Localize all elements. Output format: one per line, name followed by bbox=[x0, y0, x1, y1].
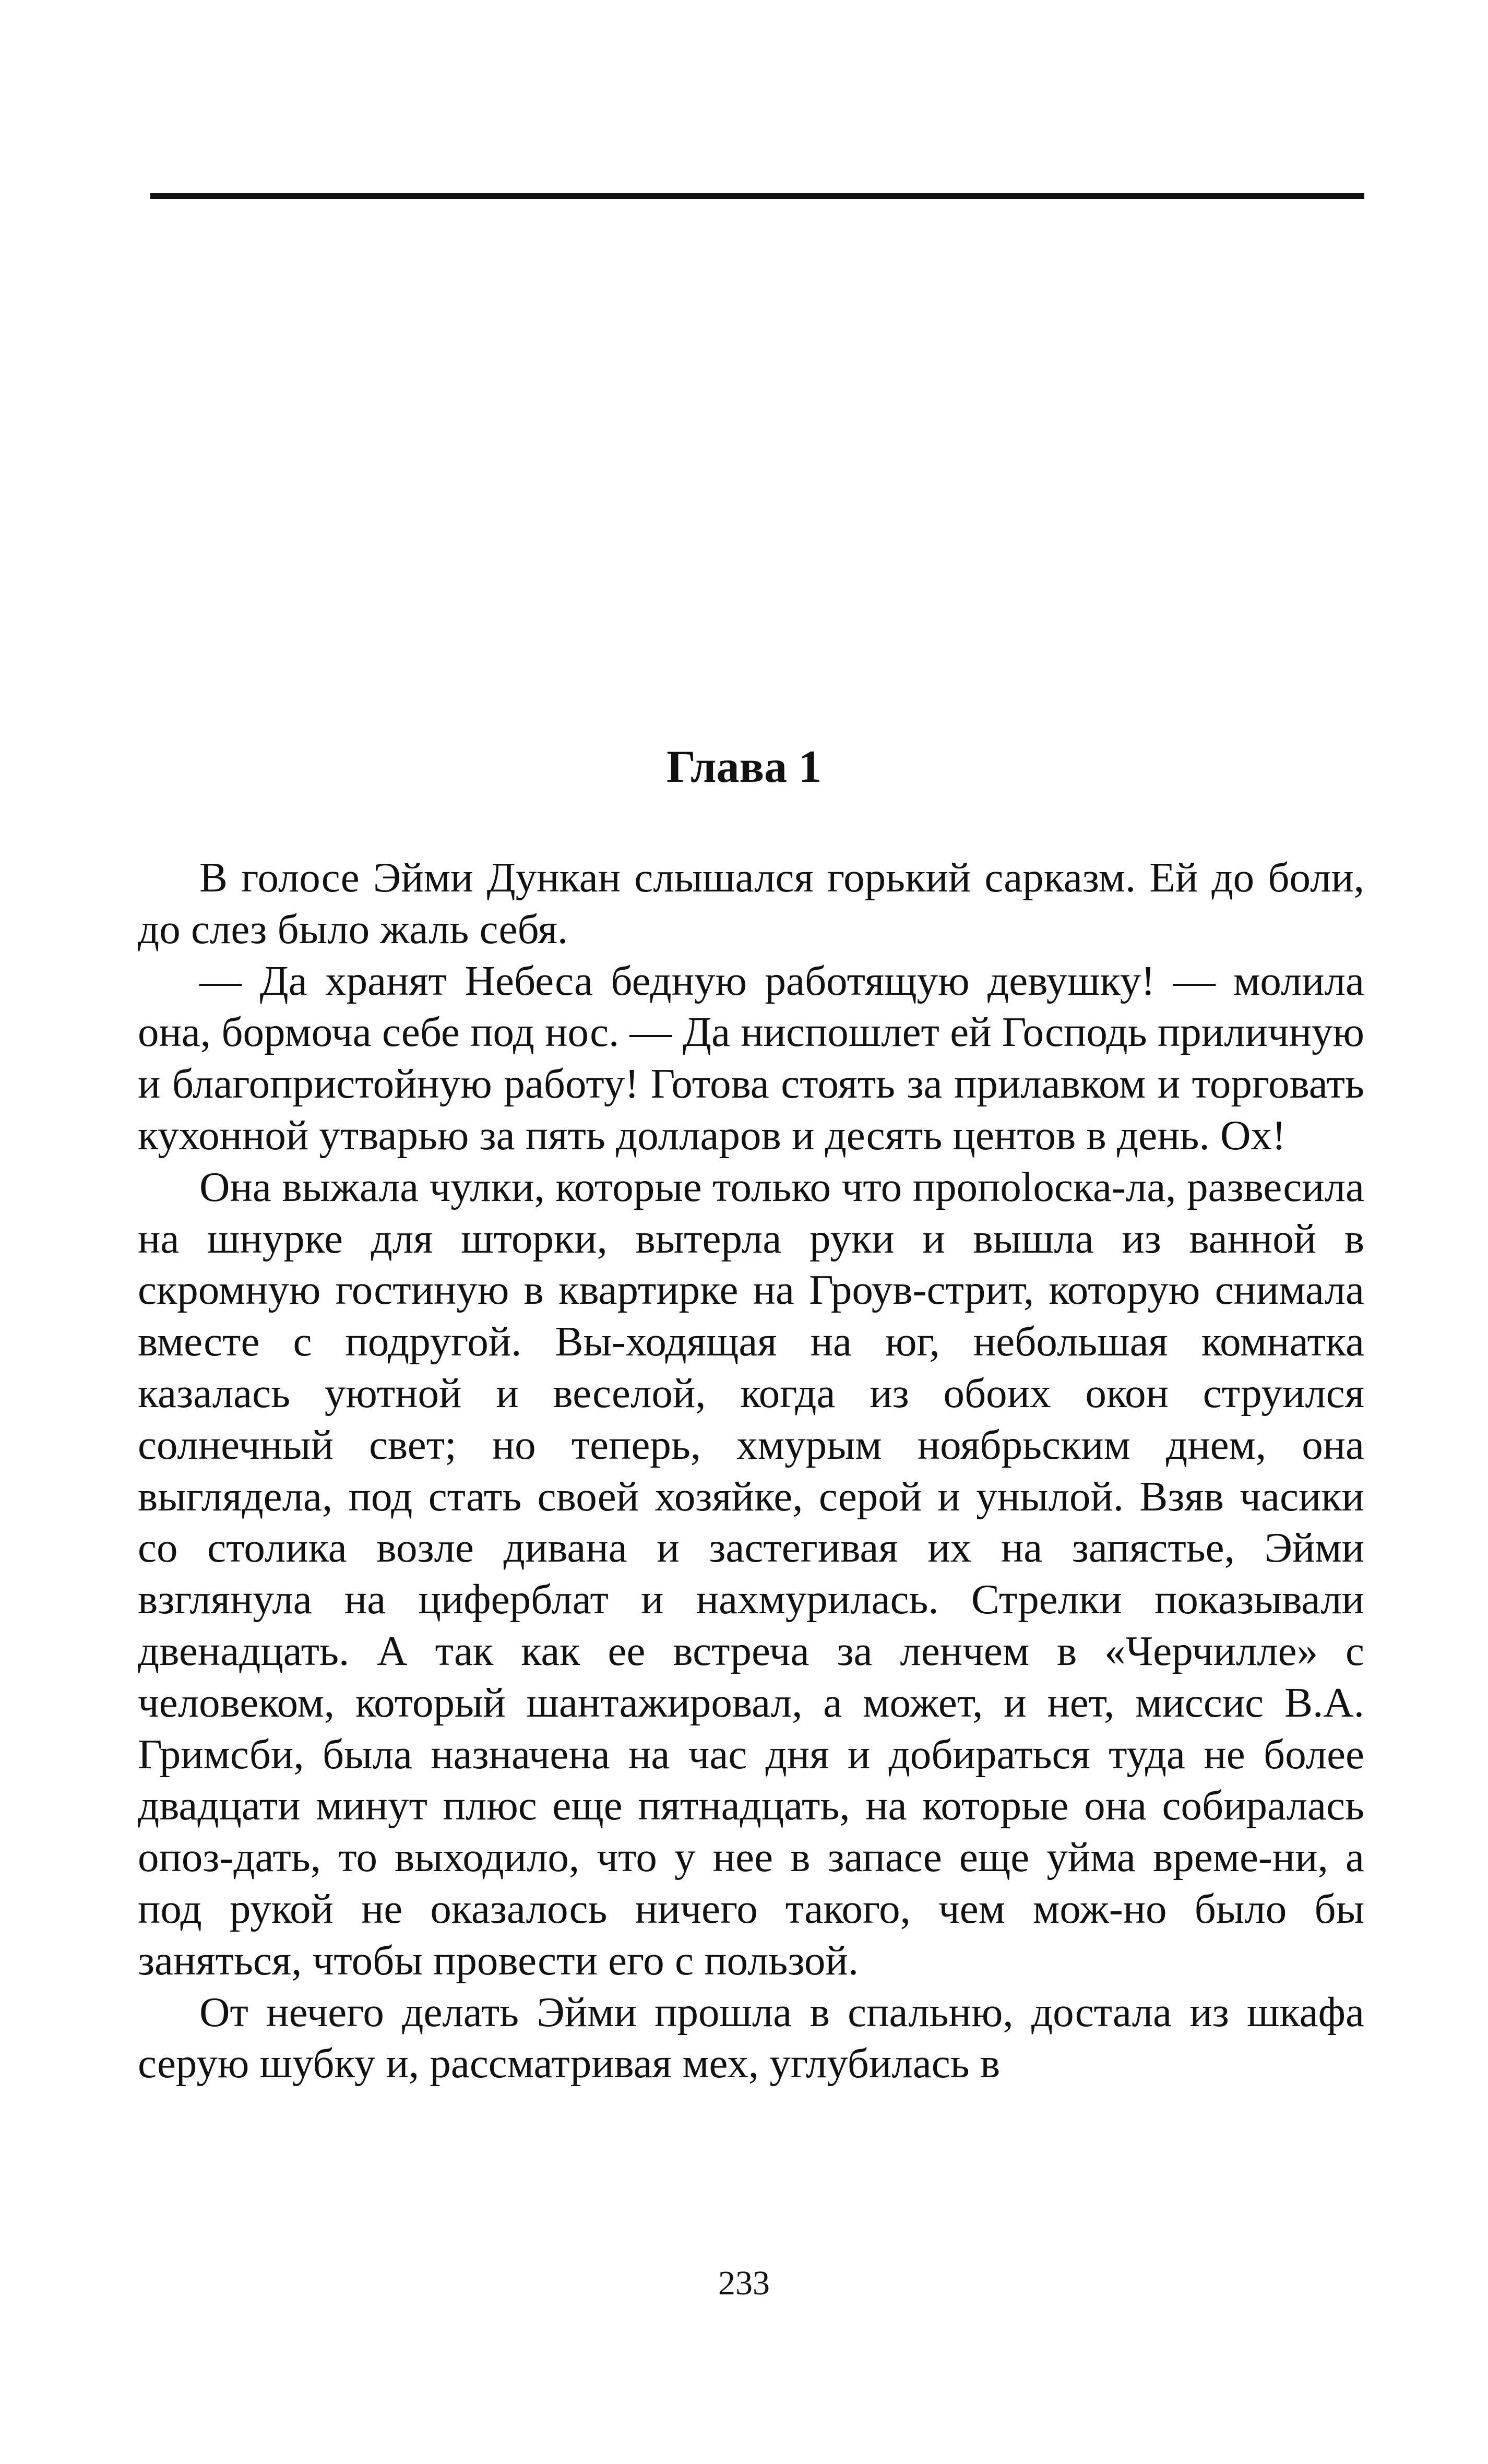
paragraph: — Да хранят Небеса бедную работящую девушку! — молила она, бормоча себе под нос. — Да ниспошлет ей Господь приличную и благопристойную работу! Готова стоять за прилавком и торговать кухонной утварью за пять долларов и десять центов в день. Ох! bbox=[138, 957, 1364, 1159]
chapter-title: Глава 1 bbox=[666, 742, 822, 792]
paragraph: От нечего делать Эйми прошла в спальню, достала из шкафа серую шубку и, рассматривая мех, углубилась в bbox=[138, 1988, 1364, 2087]
page-number: 233 bbox=[718, 2264, 770, 2302]
paragraph: Она выжала чулки, которые только что пропоloска-ла, развесила на шнурке для шторки, вытерла руки и вышла из ванной в скромную гостиную в квартирке на Гроув-стрит, которую снимала вместе с подругой. Вы-ходящая на юг, небольшая комнатка казалась уютной и веселой, когда из обоих окон струился солнечный свет; но теперь, хмурым ноябрьским днем, она выглядела, под стать своей хозяйке, серой и унылой. Взяв часики со столика возле дивана и застегивая их на запястье, Эйми взглянула на циферблат и нахмурилась. Стрелки показывали двенадцать. А так как ее встреча за ленчем в «Черчилле» с человеком, который шантажировал, а может, и нет, миссис В.А. Гримсби, была назначена на час дня и добираться туда не более двадцати минут плюс еще пятнадцать, на которые она собиралась опоз-дать, то выходило, что у нее в запасе еще уйма време-ни, а под рукой не оказалось ничего такого, чем мож-но было бы заняться, чтобы провести его с пользой. bbox=[138, 1163, 1364, 1984]
chapter-body bbox=[138, 852, 1364, 2089]
paragraph: В голосе Эйми Дункан слышался горький сарказм. Ей до боли, до слез было жаль себя. bbox=[138, 854, 1364, 953]
top-rule bbox=[150, 193, 1364, 199]
